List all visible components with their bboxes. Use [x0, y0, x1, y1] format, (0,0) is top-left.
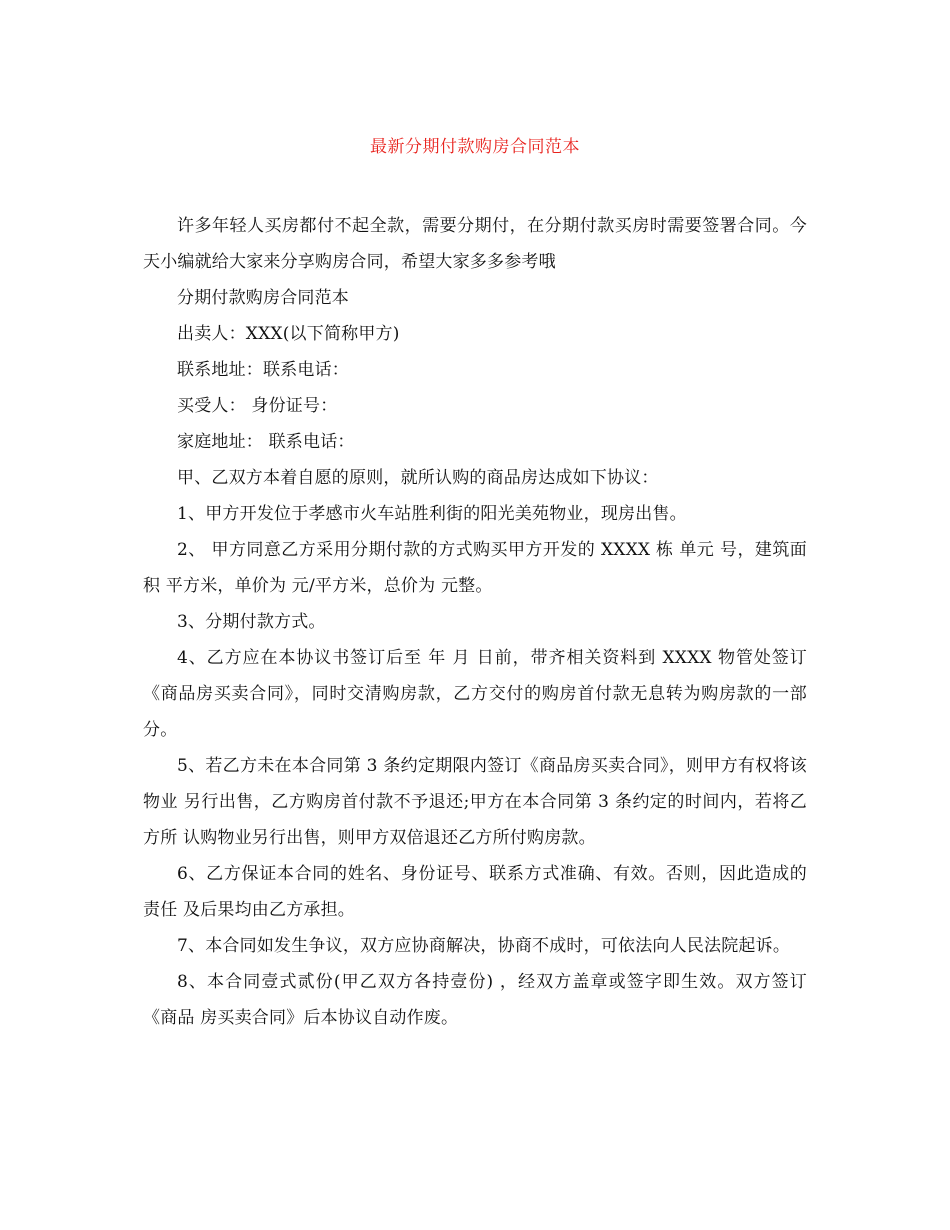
clause-2: 2、 甲方同意乙方采用分期付款的方式购买甲方开发的 XXXX 栋 单元 号，建筑面积 平方米，单价为 元/平方米，总价为 元整。: [143, 540, 807, 596]
document-body: [143, 208, 807, 1036]
clause-4: 4、乙方应在本协议书签订后至 年 月 日前，带齐相关资料到 XXXX 物管处签订《商品房买卖合同》，同时交清购房款，乙方交付的购房首付款无息转为购房款的一部分。: [143, 648, 807, 740]
intro-paragraph: 许多年轻人买房都付不起全款，需要分期付，在分期付款买房时需要签署合同。今天小编就给大家来分享购房合同，希望大家多多参考哦: [143, 216, 807, 272]
clause-5: 5、若乙方未在本合同第 3 条约定期限内签订《商品房买卖合同》，则甲方有权将该物业 另行出售，乙方购房首付款不予退还;甲方在本合同第 3 条约定的时间内，若将乙方所 认购物业另行出售，则甲方双倍退还乙方所付购房款。: [143, 756, 807, 848]
clause-8: 8、本合同壹式贰份(甲乙双方各持壹份) ，经双方盖章或签字即生效。双方签订《商品 房买卖合同》后本协议自动作废。: [143, 972, 807, 1028]
clause-1: 1、甲方开发位于孝感市火车站胜利街的阳光美苑物业，现房出售。: [177, 504, 687, 524]
agreement-intro: 甲、乙双方本着自愿的原则，就所认购的商品房达成如下协议：: [177, 468, 659, 488]
document-title: 最新分期付款购房合同范本: [370, 137, 580, 157]
clause-3: 3、分期付款方式。: [177, 612, 326, 632]
clause-7: 7、本合同如发生争议，双方应协商解决，协商不成时，可依法向人民法院起诉。: [177, 936, 791, 956]
seller-contact-line: 联系地址：联系电话：: [177, 360, 349, 380]
contract-heading: 分期付款购房合同范本: [177, 288, 349, 308]
clause-6: 6、乙方保证本合同的姓名、身份证号、联系方式准确、有效。否则，因此造成的责任 及后果均由乙方承担。: [143, 864, 807, 920]
buyer-line: 买受人： 身份证号：: [177, 396, 338, 416]
buyer-contact-line: 家庭地址： 联系电话：: [177, 432, 355, 452]
seller-line: 出卖人：XXX(以下简称甲方): [177, 324, 400, 344]
